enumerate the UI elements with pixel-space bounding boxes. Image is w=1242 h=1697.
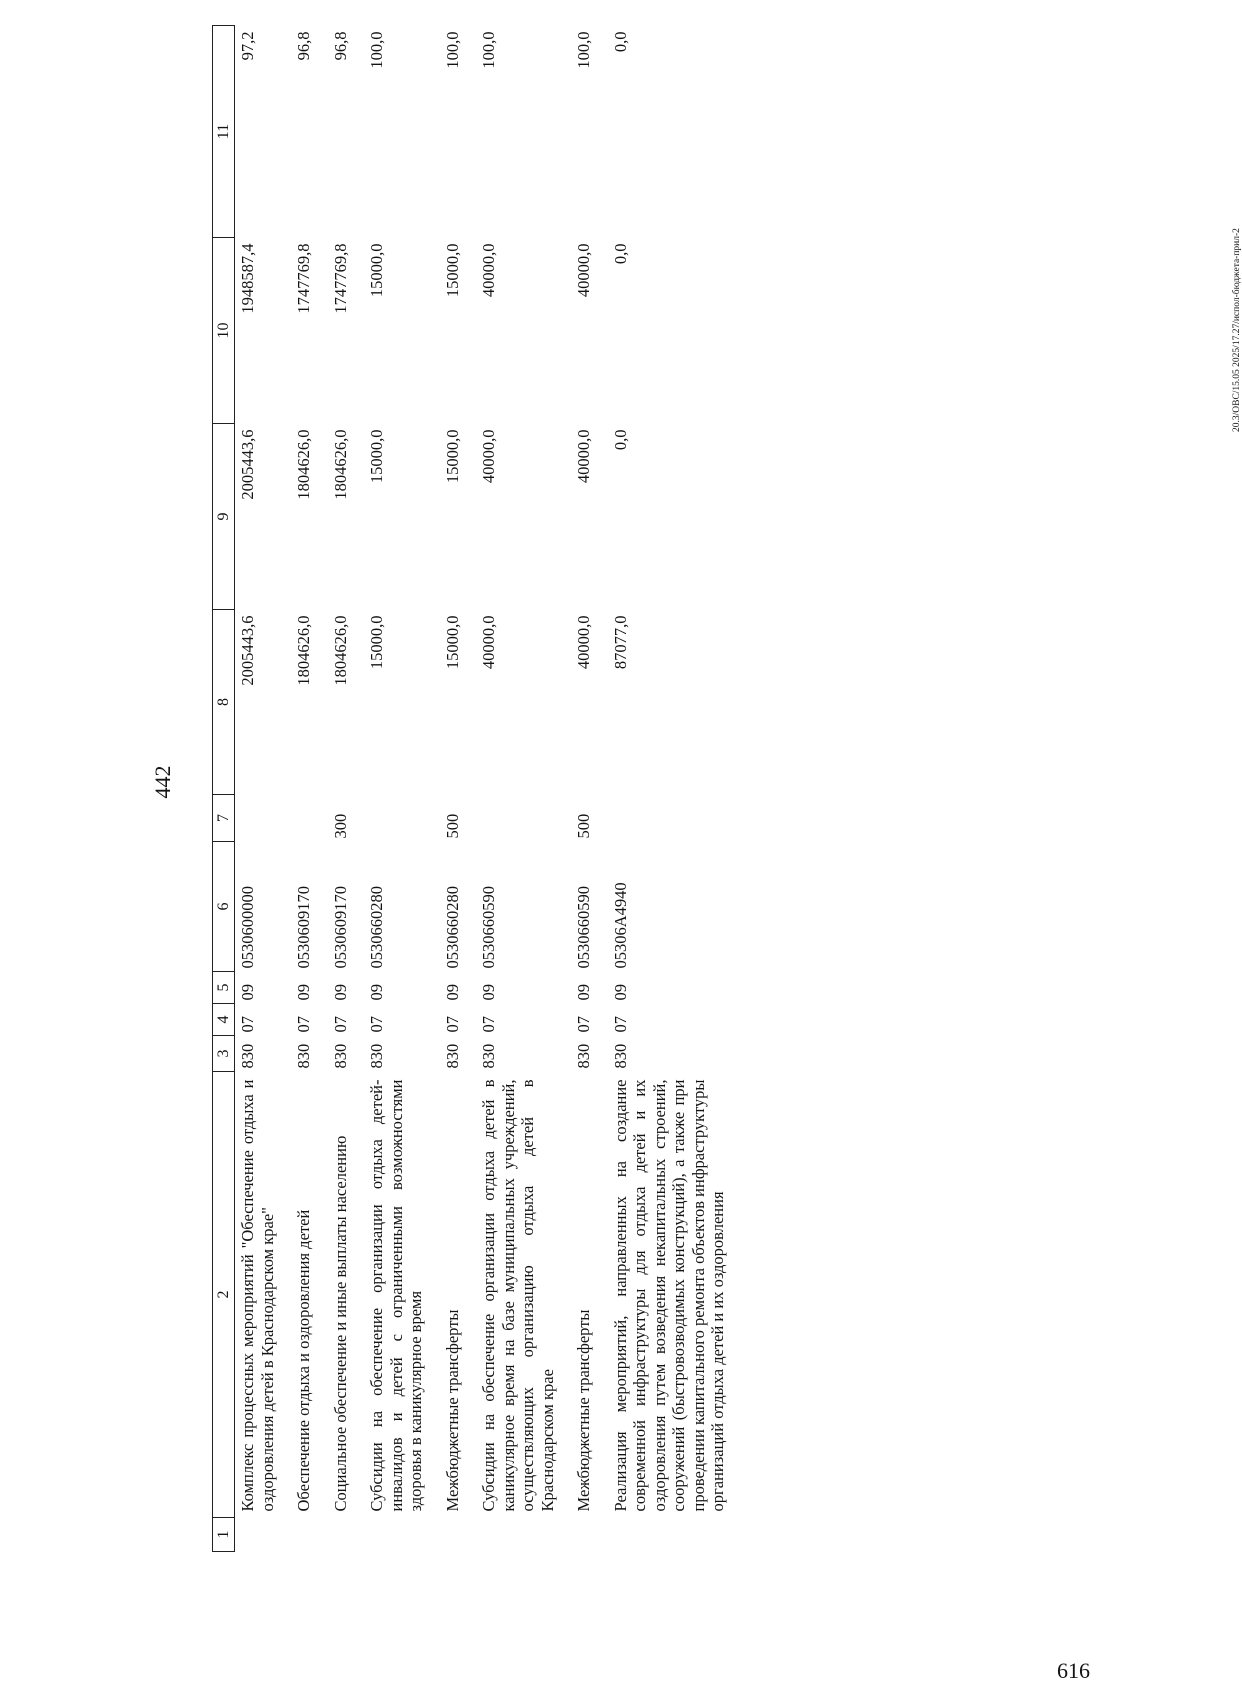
cell-admin-code: 830 [479, 1043, 498, 1069]
cell-col8: 15000,0 [367, 615, 386, 670]
cell-empty [329, 1518, 366, 1552]
table-header-row [213, 26, 235, 1552]
column-header: 4 [213, 1004, 235, 1036]
cell-col9: 40000,0 [574, 429, 593, 484]
cell-admin-code: 830 [610, 1043, 630, 1069]
cell-subsection: 09 [479, 984, 498, 1001]
cell-admin-code: 830 [330, 1043, 350, 1069]
cell-col9: 2005443,6 [238, 429, 257, 500]
cell-expense-type [477, 795, 572, 842]
cell-expense-type: 300 [330, 813, 350, 839]
cell-col10: 15000,0 [442, 243, 462, 298]
cell-empty [572, 1518, 609, 1552]
cell-empty [441, 1518, 478, 1552]
cell-col10: 15000,0 [367, 243, 386, 298]
column-header: 9 [213, 424, 235, 610]
row-name: Межбюджетные трансферты [574, 1309, 593, 1512]
table-row [292, 26, 329, 1552]
cell-col9: 15000,0 [367, 429, 386, 484]
cell-empty [365, 1518, 441, 1552]
row-name: Социальное обеспечение и иные выплаты населению [330, 1135, 350, 1512]
cell-col10: 1747769,8 [330, 243, 350, 314]
cell-col8: 15000,0 [442, 615, 462, 670]
table-row [441, 26, 478, 1552]
row-name: Комплекс процессных мероприятий "Обеспечение отдыха и оздоровления детей в Краснодарском крае" [238, 1079, 277, 1512]
cell-col11: 100,0 [442, 31, 462, 69]
sheet-number: 616 [1057, 1658, 1090, 1683]
row-name: Реализация мероприятий, направленных на создание современной инфраструктуры для отдыха детей и их оздоровления путем возведения некапитальных строений, сооружений (быстровозводимых конструкций), а также при проведении капитального ремонта объектов инфраструктуры организаций отдыха детей и их оздоровления [610, 1079, 727, 1512]
cell-col11: 96,8 [330, 31, 350, 61]
cell-target-article: 0530660590 [574, 886, 593, 969]
page-number: 442 [150, 765, 175, 799]
column-header: 2 [213, 1072, 235, 1518]
cell-col8: 40000,0 [479, 615, 498, 670]
budget-table [212, 25, 743, 1552]
column-header: 11 [213, 26, 235, 238]
cell-section: 07 [294, 1016, 313, 1033]
column-header: 7 [213, 795, 235, 842]
table-row [329, 26, 366, 1552]
column-header: 8 [213, 610, 235, 795]
cell-section: 07 [574, 1016, 593, 1033]
cell-admin-code: 830 [367, 1043, 386, 1069]
cell-target-article: 0530660590 [479, 886, 498, 969]
cell-admin-code: 830 [574, 1043, 593, 1069]
table-row [572, 26, 609, 1552]
cell-subsection: 09 [574, 984, 593, 1001]
cell-empty [609, 1518, 743, 1552]
cell-target-article: 0530660280 [442, 886, 462, 969]
document-footer-code: 20.3/ОВС/15.05 2025/17.27/испол-бюджета-прил-2 [1232, 228, 1242, 432]
cell-section: 07 [367, 1016, 386, 1033]
cell-admin-code: 830 [238, 1043, 257, 1069]
cell-target-article: 05306A4940 [610, 882, 630, 969]
row-name: Субсидии на обеспечение организации отдыха детей в каникулярное время на базе муниципальных учреждений, осуществляющих организацию отдыха детей в Краснодарском крае [479, 1079, 557, 1512]
cell-col11: 100,0 [367, 31, 386, 69]
cell-col11: 100,0 [479, 31, 498, 69]
cell-target-article: 0530600000 [238, 886, 257, 969]
cell-empty [235, 1518, 293, 1552]
cell-expense-type [292, 795, 329, 842]
column-header: 3 [213, 1036, 235, 1072]
cell-admin-code: 830 [294, 1043, 313, 1069]
cell-target-article: 0530609170 [330, 886, 350, 969]
cell-section: 07 [238, 1016, 257, 1033]
cell-expense-type: 500 [574, 813, 593, 839]
cell-section: 07 [442, 1016, 462, 1033]
cell-col9: 1804626,0 [330, 429, 350, 500]
cell-empty [477, 1518, 572, 1552]
row-name: Субсидии на обеспечение организации отдыха детей-инвалидов и детей с ограниченными возможностями здоровья в каникулярное время [367, 1079, 425, 1512]
cell-col10: 40000,0 [574, 243, 593, 298]
table-row [235, 26, 293, 1552]
row-name: Межбюджетные трансферты [442, 1309, 462, 1512]
cell-section: 07 [479, 1016, 498, 1033]
column-header: 6 [213, 842, 235, 972]
cell-col8: 1804626,0 [330, 615, 350, 686]
cell-subsection: 09 [238, 984, 257, 1001]
table-row [609, 26, 743, 1552]
cell-empty [292, 1518, 329, 1552]
cell-col10: 0,0 [610, 243, 630, 265]
cell-subsection: 09 [442, 984, 462, 1001]
row-name: Обеспечение отдыха и оздоровления детей [294, 1209, 313, 1512]
column-header: 5 [213, 972, 235, 1004]
cell-col10: 1948587,4 [238, 243, 257, 314]
cell-col9: 1804626,0 [294, 429, 313, 500]
cell-col8: 2005443,6 [238, 615, 257, 686]
cell-subsection: 09 [367, 984, 386, 1001]
cell-col8: 1804626,0 [294, 615, 313, 686]
cell-col10: 1747769,8 [294, 243, 313, 314]
cell-section: 07 [610, 1016, 630, 1033]
cell-section: 07 [330, 1016, 350, 1033]
column-header: 10 [213, 238, 235, 424]
cell-expense-type [609, 795, 743, 842]
cell-col11: 97,2 [238, 31, 257, 61]
cell-col11: 100,0 [574, 31, 593, 69]
cell-col8: 87077,0 [610, 615, 630, 670]
cell-expense-type [235, 795, 293, 842]
cell-col9: 40000,0 [479, 429, 498, 484]
cell-col11: 96,8 [294, 31, 313, 61]
cell-col10: 40000,0 [479, 243, 498, 298]
cell-target-article: 0530609170 [294, 886, 313, 969]
cell-col9: 15000,0 [442, 429, 462, 484]
table-row [365, 26, 441, 1552]
cell-subsection: 09 [610, 984, 630, 1001]
cell-expense-type [365, 795, 441, 842]
cell-subsection: 09 [294, 984, 313, 1001]
cell-admin-code: 830 [442, 1043, 462, 1069]
cell-col11: 0,0 [610, 31, 630, 53]
cell-expense-type: 500 [442, 813, 462, 839]
cell-col8: 40000,0 [574, 615, 593, 670]
rotated-page [150, 12, 1242, 1552]
column-header: 1 [213, 1518, 235, 1552]
table-row [477, 26, 572, 1552]
cell-col9: 0,0 [610, 429, 630, 451]
cell-target-article: 0530660280 [367, 886, 386, 969]
cell-subsection: 09 [330, 984, 350, 1001]
